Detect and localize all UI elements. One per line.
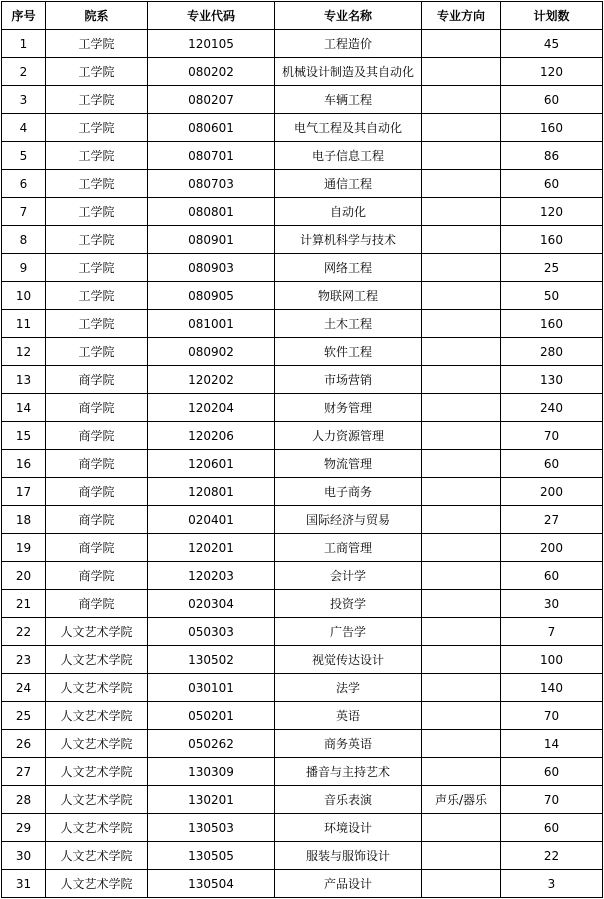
cell-index: 23	[2, 646, 46, 674]
header-index: 序号	[2, 2, 46, 30]
cell-plan-count: 120	[501, 198, 603, 226]
cell-plan-count: 60	[501, 758, 603, 786]
cell-major-direction	[422, 310, 501, 338]
cell-major-name: 环境设计	[275, 814, 422, 842]
cell-index: 24	[2, 674, 46, 702]
cell-major-name: 法学	[275, 674, 422, 702]
cell-major-code: 120204	[148, 394, 275, 422]
cell-major-name: 软件工程	[275, 338, 422, 366]
cell-major-direction	[422, 618, 501, 646]
cell-major-code: 050201	[148, 702, 275, 730]
cell-major-code: 080903	[148, 254, 275, 282]
cell-major-code: 080701	[148, 142, 275, 170]
cell-department: 工学院	[46, 226, 148, 254]
cell-department: 工学院	[46, 170, 148, 198]
cell-major-name: 服装与服饰设计	[275, 842, 422, 870]
cell-department: 工学院	[46, 58, 148, 86]
cell-major-code: 130503	[148, 814, 275, 842]
cell-major-code: 130201	[148, 786, 275, 814]
cell-plan-count: 25	[501, 254, 603, 282]
table-row	[2, 702, 603, 730]
table-row	[2, 870, 603, 898]
cell-department: 商学院	[46, 534, 148, 562]
cell-index: 19	[2, 534, 46, 562]
cell-plan-count: 160	[501, 114, 603, 142]
table-row	[2, 226, 603, 254]
cell-major-name: 工商管理	[275, 534, 422, 562]
cell-department: 商学院	[46, 590, 148, 618]
cell-major-code: 020304	[148, 590, 275, 618]
table-row	[2, 58, 603, 86]
cell-department: 商学院	[46, 478, 148, 506]
cell-major-name: 视觉传达设计	[275, 646, 422, 674]
cell-major-code: 130505	[148, 842, 275, 870]
cell-major-code: 080703	[148, 170, 275, 198]
table-row	[2, 674, 603, 702]
cell-plan-count: 70	[501, 422, 603, 450]
cell-index: 26	[2, 730, 46, 758]
cell-plan-count: 50	[501, 282, 603, 310]
cell-index: 30	[2, 842, 46, 870]
cell-department: 人文艺术学院	[46, 870, 148, 898]
cell-major-name: 人力资源管理	[275, 422, 422, 450]
cell-index: 4	[2, 114, 46, 142]
cell-plan-count: 60	[501, 562, 603, 590]
cell-department: 工学院	[46, 114, 148, 142]
cell-plan-count: 22	[501, 842, 603, 870]
cell-major-code: 130502	[148, 646, 275, 674]
table-row	[2, 86, 603, 114]
cell-major-name: 机械设计制造及其自动化	[275, 58, 422, 86]
cell-index: 9	[2, 254, 46, 282]
cell-plan-count: 3	[501, 870, 603, 898]
cell-major-name: 土木工程	[275, 310, 422, 338]
cell-plan-count: 30	[501, 590, 603, 618]
cell-department: 工学院	[46, 310, 148, 338]
cell-major-name: 会计学	[275, 562, 422, 590]
cell-plan-count: 60	[501, 170, 603, 198]
cell-major-direction	[422, 534, 501, 562]
table-row	[2, 310, 603, 338]
cell-major-code: 120201	[148, 534, 275, 562]
cell-index: 28	[2, 786, 46, 814]
cell-major-direction	[422, 30, 501, 58]
table-row	[2, 534, 603, 562]
table-row	[2, 478, 603, 506]
cell-major-code: 080202	[148, 58, 275, 86]
cell-major-name: 投资学	[275, 590, 422, 618]
cell-index: 20	[2, 562, 46, 590]
cell-plan-count: 200	[501, 534, 603, 562]
cell-plan-count: 100	[501, 646, 603, 674]
cell-major-direction: 声乐/器乐	[422, 786, 501, 814]
cell-index: 21	[2, 590, 46, 618]
cell-major-direction	[422, 170, 501, 198]
cell-major-direction	[422, 422, 501, 450]
cell-major-name: 计算机科学与技术	[275, 226, 422, 254]
cell-major-code: 050262	[148, 730, 275, 758]
cell-index: 7	[2, 198, 46, 226]
cell-department: 商学院	[46, 506, 148, 534]
cell-major-name: 物流管理	[275, 450, 422, 478]
cell-major-direction	[422, 450, 501, 478]
cell-major-name: 工程造价	[275, 30, 422, 58]
cell-major-name: 英语	[275, 702, 422, 730]
cell-index: 10	[2, 282, 46, 310]
cell-plan-count: 14	[501, 730, 603, 758]
cell-department: 工学院	[46, 282, 148, 310]
table-row	[2, 758, 603, 786]
cell-index: 27	[2, 758, 46, 786]
table-row	[2, 338, 603, 366]
cell-department: 人文艺术学院	[46, 674, 148, 702]
cell-major-code: 120202	[148, 366, 275, 394]
header-major-direction: 专业方向	[422, 2, 501, 30]
table-row	[2, 730, 603, 758]
cell-major-direction	[422, 58, 501, 86]
cell-plan-count: 140	[501, 674, 603, 702]
table-row	[2, 170, 603, 198]
cell-major-direction	[422, 814, 501, 842]
header-department: 院系	[46, 2, 148, 30]
cell-index: 2	[2, 58, 46, 86]
cell-major-name: 音乐表演	[275, 786, 422, 814]
cell-department: 人文艺术学院	[46, 646, 148, 674]
cell-major-direction	[422, 282, 501, 310]
cell-index: 29	[2, 814, 46, 842]
table-row	[2, 142, 603, 170]
cell-major-direction	[422, 86, 501, 114]
cell-major-code: 080901	[148, 226, 275, 254]
table-header-row	[2, 2, 603, 30]
cell-major-name: 通信工程	[275, 170, 422, 198]
cell-plan-count: 86	[501, 142, 603, 170]
cell-major-direction	[422, 394, 501, 422]
cell-major-code: 030101	[148, 674, 275, 702]
cell-major-code: 120203	[148, 562, 275, 590]
table-row	[2, 814, 603, 842]
cell-major-direction	[422, 562, 501, 590]
cell-major-direction	[422, 478, 501, 506]
cell-major-code: 120105	[148, 30, 275, 58]
cell-index: 25	[2, 702, 46, 730]
cell-department: 人文艺术学院	[46, 618, 148, 646]
cell-index: 1	[2, 30, 46, 58]
cell-plan-count: 200	[501, 478, 603, 506]
cell-major-direction	[422, 198, 501, 226]
cell-major-direction	[422, 254, 501, 282]
cell-major-name: 播音与主持艺术	[275, 758, 422, 786]
cell-plan-count: 27	[501, 506, 603, 534]
table-row	[2, 114, 603, 142]
cell-department: 工学院	[46, 254, 148, 282]
cell-major-name: 电子信息工程	[275, 142, 422, 170]
cell-major-code: 050303	[148, 618, 275, 646]
cell-department: 商学院	[46, 450, 148, 478]
cell-plan-count: 60	[501, 814, 603, 842]
cell-plan-count: 130	[501, 366, 603, 394]
cell-major-code: 080801	[148, 198, 275, 226]
cell-major-code: 120801	[148, 478, 275, 506]
table-row	[2, 786, 603, 814]
cell-department: 工学院	[46, 86, 148, 114]
cell-major-code: 080601	[148, 114, 275, 142]
cell-index: 6	[2, 170, 46, 198]
table-row	[2, 450, 603, 478]
cell-plan-count: 70	[501, 786, 603, 814]
cell-major-code: 080902	[148, 338, 275, 366]
table-row	[2, 562, 603, 590]
cell-index: 12	[2, 338, 46, 366]
cell-department: 商学院	[46, 562, 148, 590]
table-row	[2, 366, 603, 394]
cell-index: 15	[2, 422, 46, 450]
cell-index: 5	[2, 142, 46, 170]
cell-major-direction	[422, 842, 501, 870]
cell-index: 22	[2, 618, 46, 646]
cell-major-name: 自动化	[275, 198, 422, 226]
table-body	[2, 30, 603, 898]
cell-plan-count: 240	[501, 394, 603, 422]
cell-index: 17	[2, 478, 46, 506]
cell-department: 人文艺术学院	[46, 730, 148, 758]
cell-major-code: 130309	[148, 758, 275, 786]
cell-index: 13	[2, 366, 46, 394]
table-row	[2, 590, 603, 618]
cell-major-code: 120206	[148, 422, 275, 450]
cell-department: 人文艺术学院	[46, 758, 148, 786]
cell-major-name: 市场营销	[275, 366, 422, 394]
cell-plan-count: 160	[501, 226, 603, 254]
cell-major-code: 080207	[148, 86, 275, 114]
enrollment-plan-table	[1, 1, 603, 898]
cell-major-name: 广告学	[275, 618, 422, 646]
cell-major-direction	[422, 646, 501, 674]
cell-major-code: 081001	[148, 310, 275, 338]
cell-major-code: 080905	[148, 282, 275, 310]
cell-department: 工学院	[46, 30, 148, 58]
header-major-name: 专业名称	[275, 2, 422, 30]
cell-major-direction	[422, 226, 501, 254]
table-row	[2, 254, 603, 282]
cell-index: 14	[2, 394, 46, 422]
cell-department: 人文艺术学院	[46, 814, 148, 842]
cell-major-direction	[422, 366, 501, 394]
cell-major-direction	[422, 702, 501, 730]
header-major-code: 专业代码	[148, 2, 275, 30]
table-row	[2, 618, 603, 646]
cell-department: 商学院	[46, 394, 148, 422]
cell-major-name: 产品设计	[275, 870, 422, 898]
cell-major-name: 国际经济与贸易	[275, 506, 422, 534]
header-plan-count: 计划数	[501, 2, 603, 30]
cell-department: 人文艺术学院	[46, 842, 148, 870]
cell-major-name: 电子商务	[275, 478, 422, 506]
table-row	[2, 422, 603, 450]
cell-department: 人文艺术学院	[46, 786, 148, 814]
cell-major-direction	[422, 674, 501, 702]
cell-index: 18	[2, 506, 46, 534]
cell-major-direction	[422, 870, 501, 898]
table-row	[2, 394, 603, 422]
cell-department: 工学院	[46, 338, 148, 366]
cell-department: 工学院	[46, 142, 148, 170]
cell-major-code: 020401	[148, 506, 275, 534]
cell-major-direction	[422, 730, 501, 758]
cell-department: 商学院	[46, 366, 148, 394]
table-row	[2, 198, 603, 226]
cell-plan-count: 70	[501, 702, 603, 730]
cell-major-direction	[422, 506, 501, 534]
cell-major-direction	[422, 338, 501, 366]
cell-major-direction	[422, 114, 501, 142]
cell-major-name: 财务管理	[275, 394, 422, 422]
cell-plan-count: 160	[501, 310, 603, 338]
cell-major-name: 物联网工程	[275, 282, 422, 310]
cell-plan-count: 45	[501, 30, 603, 58]
cell-department: 人文艺术学院	[46, 702, 148, 730]
table-row	[2, 506, 603, 534]
cell-department: 工学院	[46, 198, 148, 226]
cell-plan-count: 7	[501, 618, 603, 646]
cell-major-name: 车辆工程	[275, 86, 422, 114]
cell-plan-count: 120	[501, 58, 603, 86]
cell-plan-count: 60	[501, 86, 603, 114]
table-row	[2, 646, 603, 674]
cell-major-direction	[422, 758, 501, 786]
cell-index: 11	[2, 310, 46, 338]
table-row	[2, 30, 603, 58]
cell-major-code: 120601	[148, 450, 275, 478]
cell-plan-count: 60	[501, 450, 603, 478]
cell-index: 3	[2, 86, 46, 114]
table-row	[2, 842, 603, 870]
cell-index: 31	[2, 870, 46, 898]
cell-major-name: 网络工程	[275, 254, 422, 282]
cell-major-direction	[422, 142, 501, 170]
table-row	[2, 282, 603, 310]
cell-index: 16	[2, 450, 46, 478]
cell-major-direction	[422, 590, 501, 618]
cell-plan-count: 280	[501, 338, 603, 366]
cell-major-code: 130504	[148, 870, 275, 898]
cell-major-name: 商务英语	[275, 730, 422, 758]
cell-department: 商学院	[46, 422, 148, 450]
cell-index: 8	[2, 226, 46, 254]
cell-major-name: 电气工程及其自动化	[275, 114, 422, 142]
